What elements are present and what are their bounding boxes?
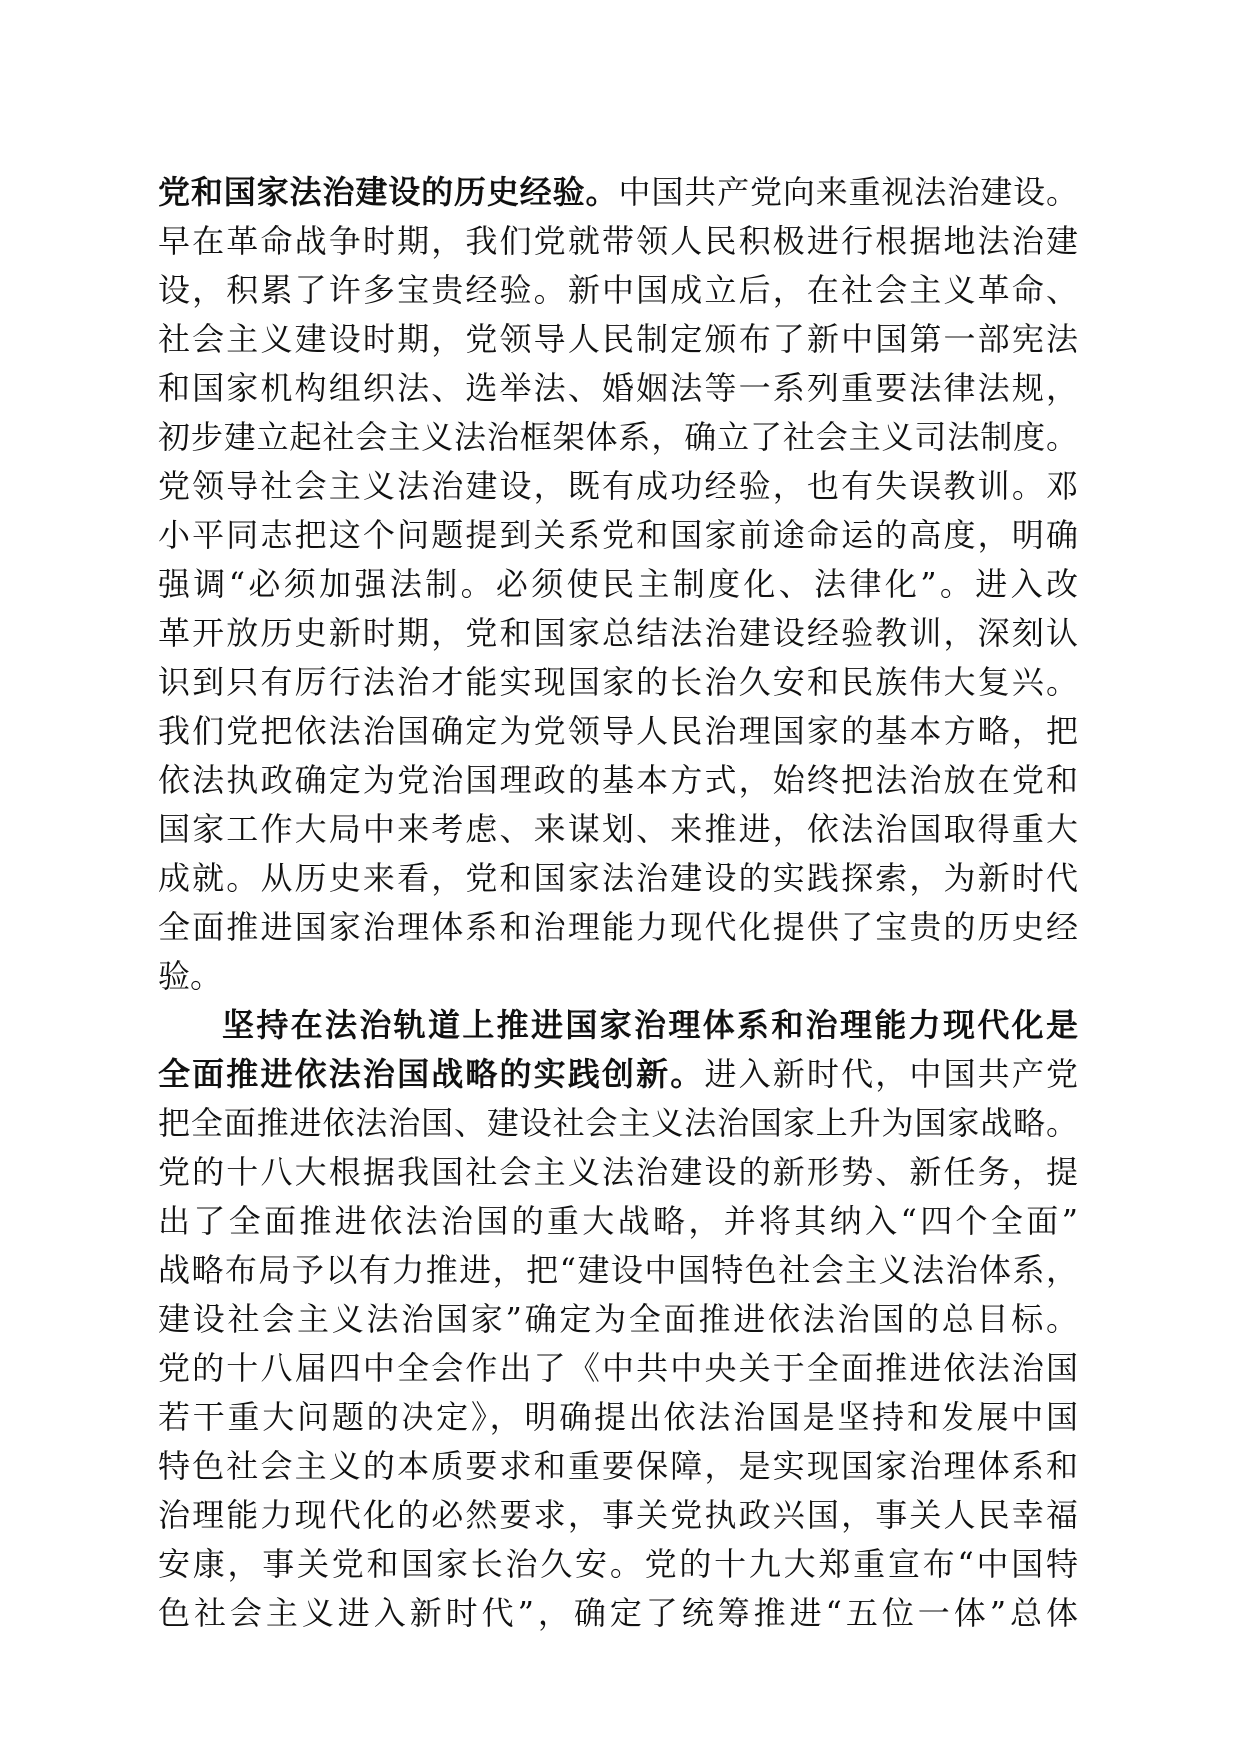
text-line <box>158 756 1078 805</box>
bold-heading-text: 党和国家法治建设的历史经验。 <box>158 173 619 211</box>
text-line <box>158 1589 1078 1638</box>
text-line <box>158 707 1078 756</box>
line-text: 小平同志把这个问题提到关系党和国家前途命运的高度，明确 <box>158 516 1078 554</box>
line-text: 识到只有厉行法治才能实现国家的长治久安和民族伟大复兴。 <box>158 663 1078 701</box>
line-text: 特色社会主义的本质要求和重要保障，是实现国家治理体系和 <box>158 1447 1078 1485</box>
text-line <box>158 266 1078 315</box>
text-line <box>158 658 1078 707</box>
text-line <box>158 1197 1078 1246</box>
text-line <box>158 805 1078 854</box>
line-text: 验。 <box>158 957 223 995</box>
text-line <box>158 1540 1078 1589</box>
line-text: 治理能力现代化的必然要求，事关党执政兴国，事关人民幸福 <box>158 1496 1078 1534</box>
text-line <box>158 413 1078 462</box>
text-line <box>158 609 1078 658</box>
text-line <box>158 1442 1078 1491</box>
line-text: 出了全面推进依法治国的重大战略，并将其纳入“四个全面” <box>158 1202 1078 1240</box>
text-line <box>158 1001 1078 1050</box>
line-text: 革开放历史新时期，党和国家总结法治建设经验教训，深刻认 <box>158 614 1078 652</box>
line-text: 党领导社会主义法治建设，既有成功经验，也有失误教训。邓 <box>158 467 1078 505</box>
line-text: 战略布局予以有力推进，把“建设中国特色社会主义法治体系， <box>158 1251 1078 1289</box>
line-text: 早在革命战争时期，我们党就带领人民积极进行根据地法治建 <box>158 222 1078 260</box>
line-text: 党的十八大根据我国社会主义法治建设的新形势、新任务，提 <box>158 1153 1078 1191</box>
line-text: 我们党把依法治国确定为党领导人民治理国家的基本方略，把 <box>158 712 1078 750</box>
text-line <box>158 1148 1078 1197</box>
text-line <box>158 1344 1078 1393</box>
text-line <box>158 1295 1078 1344</box>
line-text: 全面推进国家治理体系和治理能力现代化提供了宝贵的历史经 <box>158 908 1078 946</box>
text-line <box>158 1393 1078 1442</box>
paragraph-2 <box>158 1001 1078 1638</box>
text-line <box>158 854 1078 903</box>
text-line <box>158 1050 1078 1099</box>
line-text: 设，积累了许多宝贵经验。新中国成立后，在社会主义革命、 <box>158 271 1078 309</box>
text-line <box>158 315 1078 364</box>
text-line <box>158 168 1078 217</box>
line-text: 中国共产党向来重视法治建设。 <box>618 173 1078 211</box>
line-text: 初步建立起社会主义法治框架体系，确立了社会主义司法制度。 <box>158 418 1078 456</box>
text-line <box>158 1246 1078 1295</box>
line-text: 进入新时代，中国共产党 <box>704 1055 1078 1093</box>
line-text: 依法执政确定为党治国理政的基本方式，始终把法治放在党和 <box>158 761 1078 799</box>
line-text: 成就。从历史来看，党和国家法治建设的实践探索，为新时代 <box>158 859 1078 897</box>
line-text: 和国家机构组织法、选举法、婚姻法等一系列重要法律法规， <box>158 369 1078 407</box>
line-text: 色社会主义进入新时代”，确定了统筹推进“五位一体”总体 <box>158 1594 1078 1632</box>
line-text: 把全面推进依法治国、建设社会主义法治国家上升为国家战略。 <box>158 1104 1078 1142</box>
text-line <box>158 364 1078 413</box>
line-text: 社会主义建设时期，党领导人民制定颁布了新中国第一部宪法 <box>158 320 1078 358</box>
text-line <box>158 560 1078 609</box>
text-line <box>158 1099 1078 1148</box>
line-text: 国家工作大局中来考虑、来谋划、来推进，依法治国取得重大 <box>158 810 1078 848</box>
text-line <box>158 511 1078 560</box>
bold-heading-text: 全面推进依法治国战略的实践创新。 <box>158 1055 705 1093</box>
bold-heading-text: 坚持在法治轨道上推进国家治理体系和治理能力现代化是 <box>222 1006 1078 1044</box>
text-line <box>158 903 1078 952</box>
line-text: 若干重大问题的决定》，明确提出依法治国是坚持和发展中国 <box>158 1398 1078 1436</box>
text-line <box>158 952 1078 1001</box>
text-line <box>158 1491 1078 1540</box>
text-line <box>158 217 1078 266</box>
line-text: 强调“必须加强法制。必须使民主制度化、法律化”。进入改 <box>158 565 1078 603</box>
line-text: 党的十八届四中全会作出了《中共中央关于全面推进依法治国 <box>158 1349 1078 1387</box>
text-line <box>158 462 1078 511</box>
line-text: 建设社会主义法治国家”确定为全面推进依法治国的总目标。 <box>158 1300 1078 1338</box>
paragraph-1 <box>158 168 1078 1001</box>
line-text: 安康，事关党和国家长治久安。党的十九大郑重宣布“中国特 <box>158 1545 1078 1583</box>
body-text <box>158 168 1078 1638</box>
